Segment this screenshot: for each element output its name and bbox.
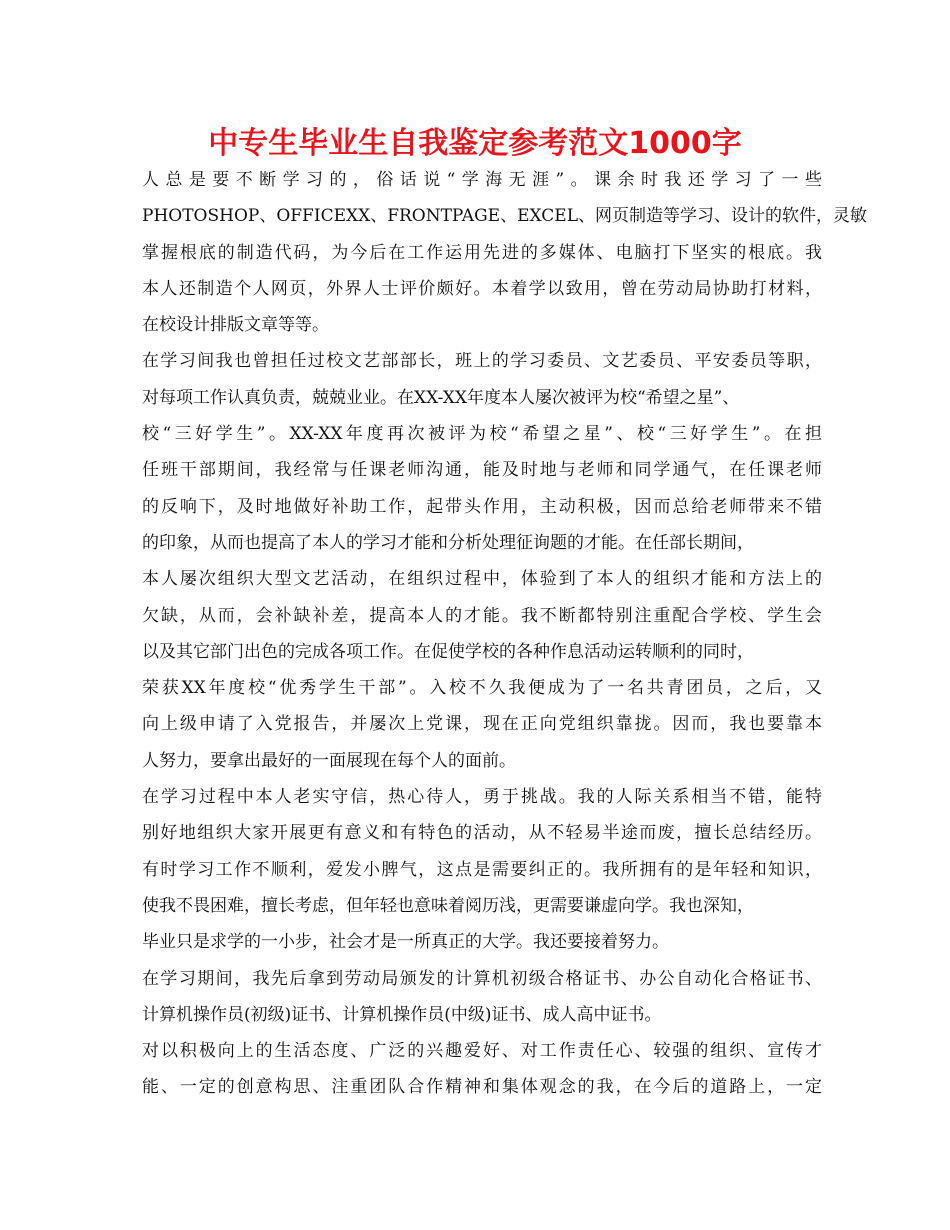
- text-line: 毕业只是求学的一小步，社会才是一所真正的大学。我还要接着努力。: [142, 932, 669, 953]
- text-line: 以及其它部门出色的完成各项工作。在促使学校的各种作息活动运转顺利的同时，: [142, 641, 754, 662]
- text-line: 对以积极向上的生活态度、广泛的兴趣爱好、对工作责任心、较强的组织、宣传才: [142, 1041, 822, 1062]
- text-line: 在学习过程中本人老实守信，热心待人，勇于挑战。我的人际关系相当不错，能特: [142, 787, 822, 808]
- text-line: 掌握根底的制造代码，为今后在工作运用先进的多媒体、电脑打下坚实的根底。我: [142, 242, 822, 263]
- text-line: 的反响下，及时地做好补助工作，起带头作用，主动积极，因而总给老师带来不错: [142, 496, 822, 517]
- text-line: 在学习间我也曾担任过校文艺部部长，班上的学习委员、文艺委员、平安委员等职，: [142, 351, 822, 372]
- text-line: PHOTOSHOP、OFFICEXX、FRONTPAGE、EXCEL、网页制造等学习、设计的软件，灵敏: [142, 206, 867, 227]
- text-line: 本人还制造个人网页，外界人士评价颇好。本着学以致用，曾在劳动局协助打材料，: [142, 278, 822, 299]
- text-line: 使我不畏困难，擅长考虑，但年轻也意味着阅历浅，更需要谦虚向学。我也深知，: [142, 895, 754, 916]
- text-line: 计算机操作员(初级)证书、计算机操作员(中级)证书、成人高中证书。: [142, 1004, 662, 1025]
- text-line: 欠缺，从而，会补缺补差，提高本人的才能。我不断都特别注重配合学校、学生会: [142, 605, 822, 626]
- text-line: 人总是要不断学习的，俗话说“学海无涯”。课余时我还学习了一些: [142, 170, 822, 190]
- text-line: 向上级申请了入党报告，并屡次上党课，现在正向党组织靠拢。因而，我也要靠本: [142, 714, 822, 735]
- text-line: 在学习期间，我先后拿到劳动局颁发的计算机初级合格证书、办公自动化合格证书、: [142, 968, 822, 989]
- text-line: 校“三好学生”。XX-XX年度再次被评为校“希望之星”、校“三好学生”。在担: [142, 424, 822, 445]
- text-line: 有时学习工作不顺利，爱发小脾气，这点是需要纠正的。我所拥有的是年轻和知识，: [142, 859, 822, 880]
- text-line: 在校设计排版文章等等。: [142, 315, 329, 336]
- text-line: 任班干部期间，我经常与任课老师沟通，能及时地与老师和同学通气，在任课老师: [142, 460, 822, 481]
- text-line: 荣获XX年度校“优秀学生干部”。入校不久我便成为了一名共青团员，之后，又: [142, 678, 822, 699]
- document-title: 中专生毕业生自我鉴定参考范文1000字: [208, 126, 742, 161]
- text-line: 对每项工作认真负责，兢兢业业。在XX-XX年度本人屡次被评为校“希望之星”、: [142, 387, 740, 408]
- text-line: 能、一定的创意构思、注重团队合作精神和集体观念的我，在今后的道路上，一定: [142, 1077, 822, 1098]
- document-body: [142, 162, 867, 1106]
- text-line: 别好地组织大家开展更有意义和有特色的活动，从不轻易半途而废，擅长总结经历。: [142, 823, 822, 844]
- text-line: 人努力，要拿出最好的一面展现在每个人的面前。: [142, 750, 516, 771]
- text-line: 本人屡次组织大型文艺活动，在组织过程中，体验到了本人的组织才能和方法上的: [142, 569, 822, 590]
- text-line: 的印象，从而也提高了本人的学习才能和分析处理征询题的才能。在任部长期间，: [142, 532, 754, 553]
